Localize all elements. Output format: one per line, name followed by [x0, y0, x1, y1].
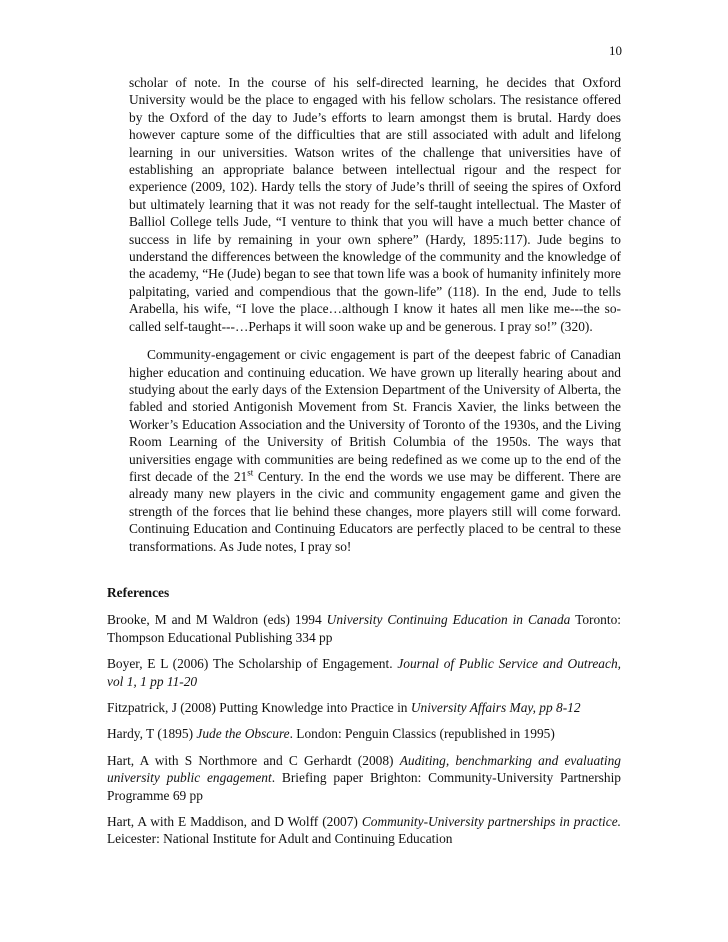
reference-text: Brooke, M and M Waldron (eds) 1994: [107, 612, 327, 628]
reference-title: Auditing, benchmarking and evaluating university public engagement: [107, 752, 621, 786]
paragraph-text: Community-engagement or civic engagement is part of the deepest fabric of Canadian higher education and continuing education. We have grown up literally hearing about and studying about the early days of the Extension Department of the University of Alberta, the fabled and storied Antigonish Movement from St. Francis Xavier, the links between the Worker’s Education Association and the University of Toronto of the 1930s, and the Living Room Learning of the University of British Columbia of the 1950s. The ways that universities engage with communities are being redefined as we come up to the end of the first decade of the 21: [129, 347, 621, 484]
superscript-ordinal: st: [247, 467, 254, 478]
references-section: [107, 584, 621, 857]
paragraph-jude: scholar of note. In the course of his self-directed learning, he decides that Oxford University would be the place to engaged with his fellow scholars. The resistance offered by the Oxford of the day to Jude’s efforts to learn amongst them is brutal. Hardy does however capture some of the difficulties that are still associated with adult and lifelong learning in our universities. Watson writes of the challenge that universities have of establishing an appropriate balance between intellectual rigour and the respect for experience (2009, 102). Hardy tells the story of Jude’s thrill of seeing the spires of Oxford but ultimately learning that it was not ready for the self-taught intellectual. The Master of Balliol College tells Jude, “I venture to think that you will have a much better chance of success in life by remaining in your own sphere” (Hardy, 1895:117). Jude begins to understand the differences between the knowledge of the community and the knowledge of the academy, “He (Jude) began to see that town life was a book of humanity infinitely more palpitating, varied and compendious that the gown-life” (118). In the end, Jude to tells Arabella, his wife, “I love the place…although I know it hates all men like me---the so-called self-taught---…Perhaps it will soon wake up and be generous. I pray so!” (320).: [129, 75, 621, 334]
reference-text: Leicester: National Institute for Adult and Continuing Education: [107, 831, 453, 847]
body-text: [129, 74, 621, 555]
reference-title: Community-University partnerships in practice.: [361, 814, 621, 830]
paragraph-community-engagement: [129, 346, 621, 555]
reference-title: University Affairs May, pp 8-12: [410, 700, 581, 716]
reference-item: [107, 611, 621, 646]
reference-title: University Continuing Education in Canada: [326, 612, 571, 628]
reference-text: Boyer, E L (2006) The Scholarship of Engagement.: [107, 656, 398, 672]
reference-item: [107, 725, 621, 742]
reference-text: Toronto: Thompson Educational Publishing 334 pp: [107, 612, 622, 645]
reference-text: . London: Penguin Classics (republished in 1995): [289, 726, 555, 742]
reference-text: Hart, A with E Maddison, and D Wolff (2007): [107, 814, 362, 830]
reference-item: [107, 752, 621, 804]
reference-text: . Briefing paper Brighton: Community-University Partnership Programme 69 pp: [107, 770, 622, 803]
reference-item: [107, 813, 621, 848]
reference-item: [107, 655, 621, 690]
references-heading: References: [107, 585, 170, 600]
reference-text: Fitzpatrick, J (2008) Putting Knowledge into Practice in: [107, 700, 411, 716]
reference-text: Hart, A with S Northmore and C Gerhardt (2008): [107, 752, 400, 768]
page-number: 10: [609, 43, 622, 58]
reference-title: Journal of Public Service and Outreach, vol 1, 1 pp 11-20: [107, 656, 621, 689]
reference-text: Hardy, T (1895): [107, 726, 197, 742]
paragraph-text: Century. In the end the words we use may be different. There are already many new players in the civic and community engagement game and given the strength of the forces that lie behind these changes, more players still will come forward. Continuing Education and Continuing Educators are perfectly placed to be central to these transformations. As Jude notes, I pray so!: [129, 468, 621, 554]
reference-item: [107, 699, 621, 716]
reference-title: Jude the Obscure: [196, 726, 290, 742]
